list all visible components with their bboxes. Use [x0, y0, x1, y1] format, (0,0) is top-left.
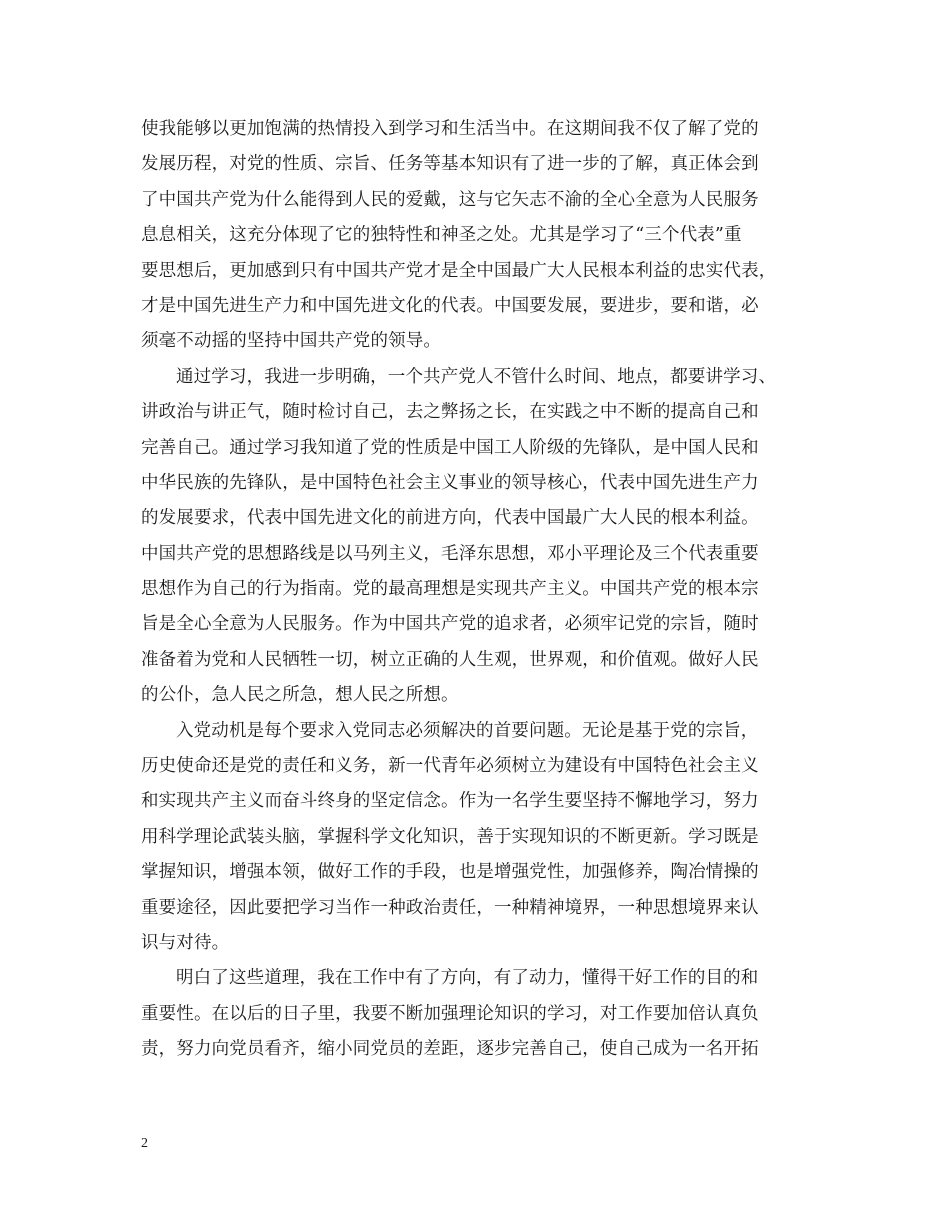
- text-line: 中国共产党的思想路线是以马列主义，毛泽东思想，邓小平理论及三个代表重要: [141, 543, 759, 564]
- text-line: 识与对待。: [141, 932, 230, 953]
- paragraph-4: [141, 961, 831, 1067]
- text-line: 才是中国先进生产力和中国先进文化的代表。中国要发展，要进步，要和谐，必: [141, 295, 759, 316]
- text-line: 了中国共产党为什么能得到人民的爱戴，这与它矢志不渝的全心全意为人民服务: [141, 189, 759, 210]
- page-number: 2: [141, 1136, 148, 1151]
- text-line-first: 入党动机是每个要求入党同志必须解决的首要问题。无论是基于党的宗旨，: [176, 720, 759, 741]
- text-line: 息息相关，这充分体现了它的独特性和神圣之处。尤其是学习了“三个代表”重: [141, 225, 742, 246]
- text-line: 须毫不动摇的坚持中国共产党的领导。: [141, 331, 442, 352]
- text-line: 历史使命还是党的责任和义务，新一代青年必须树立为建设有中国特色社会主义: [141, 756, 759, 777]
- text-line: 用科学理论武装头脑，掌握科学文化知识，善于实现知识的不断更新。学习既是: [141, 826, 759, 847]
- text-line: 使我能够以更加饱满的热情投入到学习和生活当中。在这期间我不仅了解了党的: [141, 119, 759, 139]
- text-line: 掌握知识，增强本领，做好工作的手段，也是增强党性，加强修养，陶冶情操的: [141, 862, 759, 883]
- paragraph-1: [141, 112, 831, 360]
- text-line: 思想作为自己的行为指南。党的最高理想是实现共产主义。中国共产党的根本宗: [141, 579, 759, 600]
- text-line: 的公仆，急人民之所急，想人民之所想。: [141, 685, 459, 706]
- text-line: 完善自己。通过学习我知道了党的性质是中国工人阶级的先锋队，是中国人民和: [141, 437, 759, 458]
- paragraph-3: [141, 714, 831, 962]
- paragraph-2: [141, 360, 831, 714]
- text-line: 旨是全心全意为人民服务。作为中国共产党的追求者，必须牢记党的宗旨，随时: [141, 614, 759, 635]
- text-line: 发展历程，对党的性质、宗旨、任务等基本知识有了进一步的了解，真正体会到: [141, 154, 759, 175]
- text-line: 准备着为党和人民牺牲一切，树立正确的人生观，世界观，和价值观。做好人民: [141, 649, 759, 670]
- text-line: 重要性。在以后的日子里，我要不断加强理论知识的学习，对工作要加倍认真负: [141, 1003, 759, 1024]
- text-line: 责，努力向党员看齐，缩小同党员的差距，逐步完善自己，使自己成为一名开拓: [141, 1039, 759, 1060]
- text-line: 的发展要求，代表中国先进文化的前进方向，代表中国最广大人民的根本利益。: [141, 508, 759, 529]
- text-line: 讲政治与讲正气，随时检讨自己，去之弊扬之长，在实践之中不断的提高自己和: [141, 402, 759, 423]
- text-line-first: 通过学习，我进一步明确，一个共产党人不管什么时间、地点，都要讲学习、: [176, 366, 777, 387]
- text-line: 重要途径，因此要把学习当作一种政治责任，一种精神境界，一种思想境界来认: [141, 897, 759, 918]
- text-line: 中华民族的先锋队，是中国特色社会主义事业的领导核心，代表中国先进生产力: [141, 472, 759, 493]
- text-line: 和实现共产主义而奋斗终身的坚定信念。作为一名学生要坚持不懈地学习，努力: [141, 791, 759, 812]
- text-line-first: 明白了这些道理，我在工作中有了方向，有了动力，懂得干好工作的目的和: [176, 968, 759, 989]
- document-body: [141, 112, 831, 1068]
- text-line: 要思想后，更加感到只有中国共产党才是全中国最广大人民根本利益的忠实代表，: [141, 260, 777, 281]
